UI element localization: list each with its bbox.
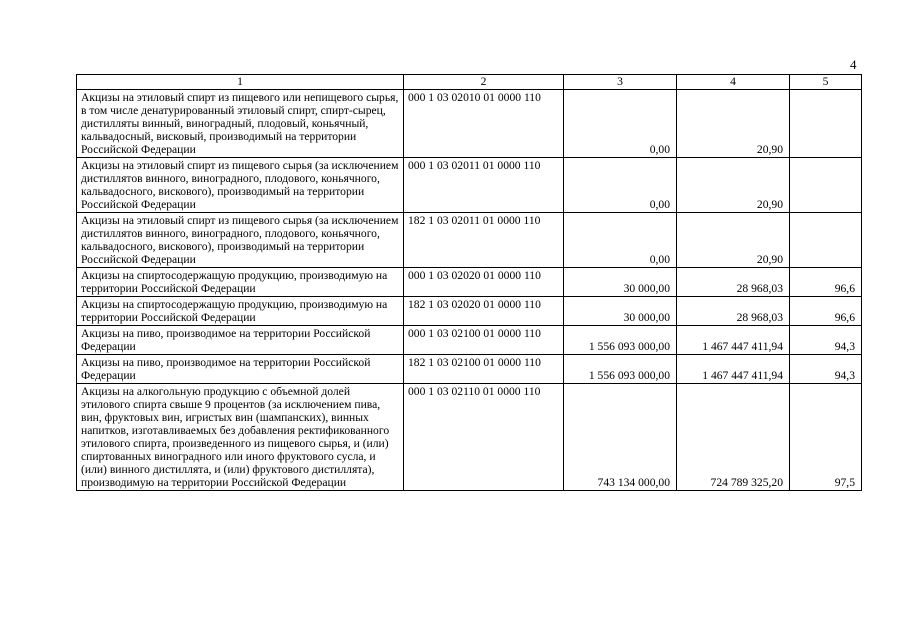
row-plan: 1 556 093 000,00 — [564, 326, 677, 355]
row-code: 182 1 03 02100 01 0000 110 — [404, 355, 564, 384]
row-code: 000 1 03 02011 01 0000 110 — [404, 158, 564, 213]
row-plan: 0,00 — [564, 158, 677, 213]
row-plan: 30 000,00 — [564, 297, 677, 326]
budget-table — [76, 74, 862, 491]
row-fact: 1 467 447 411,94 — [677, 355, 790, 384]
row-percent: 97,5 — [790, 384, 862, 491]
row-percent: 94,3 — [790, 355, 862, 384]
row-fact: 28 968,03 — [677, 268, 790, 297]
table-row — [77, 90, 862, 158]
row-plan: 743 134 000,00 — [564, 384, 677, 491]
table-row — [77, 268, 862, 297]
row-fact: 28 968,03 — [677, 297, 790, 326]
row-name: Акцизы на пиво, производимое на территории Российской Федерации — [77, 326, 404, 355]
row-fact: 20,90 — [677, 158, 790, 213]
row-name: Акцизы на алкогольную продукцию с объемной долей этилового спирта свыше 9 процентов (за исключением пива, вин, фруктовых вин, игристых вин (шампанских), винных напитков, изготавливаемых без добавления ректификованного этилового спирта, произведенного из пищевого сырья, и (или) спиртованных виноградного или иного фруктового сусла, и (или) винного дистиллята, и (или) фруктового дистиллята), производимую на территории Российской Федерации — [77, 384, 404, 491]
header-col-3: 3 — [564, 75, 677, 90]
table-row — [77, 213, 862, 268]
row-code: 182 1 03 02011 01 0000 110 — [404, 213, 564, 268]
row-plan: 0,00 — [564, 90, 677, 158]
row-name: Акцизы на спиртосодержащую продукцию, производимую на территории Российской Федерации — [77, 268, 404, 297]
row-code: 000 1 03 02010 01 0000 110 — [404, 90, 564, 158]
row-percent: 96,6 — [790, 297, 862, 326]
row-code: 000 1 03 02020 01 0000 110 — [404, 268, 564, 297]
row-plan: 1 556 093 000,00 — [564, 355, 677, 384]
row-fact: 724 789 325,20 — [677, 384, 790, 491]
row-fact: 1 467 447 411,94 — [677, 326, 790, 355]
row-code: 000 1 03 02110 01 0000 110 — [404, 384, 564, 491]
header-col-1: 1 — [77, 75, 404, 90]
row-percent: 96,6 — [790, 268, 862, 297]
table-row — [77, 326, 862, 355]
table-row — [77, 158, 862, 213]
table-row — [77, 297, 862, 326]
header-row — [77, 75, 862, 90]
row-name: Акцизы на пиво, производимое на территории Российской Федерации — [77, 355, 404, 384]
row-code: 182 1 03 02020 01 0000 110 — [404, 297, 564, 326]
row-code: 000 1 03 02100 01 0000 110 — [404, 326, 564, 355]
row-percent — [790, 213, 862, 268]
row-name: Акцизы на этиловый спирт из пищевого сырья (за исключением дистиллятов винного, виноградного, плодового, коньячного, кальвадосного, вискового), производимый на территории Российской Федерации — [77, 213, 404, 268]
row-percent — [790, 90, 862, 158]
row-percent: 94,3 — [790, 326, 862, 355]
row-name: Акцизы на этиловый спирт из пищевого или непищевого сырья, в том числе денатурированный этиловый спирт, спирт-сырец, дистилляты винный, виноградный, плодовый, коньячный, кальвадосный, висковый, производимый на территории Российской Федерации — [77, 90, 404, 158]
table-row — [77, 384, 862, 491]
row-percent — [790, 158, 862, 213]
header-col-5: 5 — [790, 75, 862, 90]
page-number: 4 — [850, 57, 857, 72]
table-row — [77, 355, 862, 384]
row-fact: 20,90 — [677, 213, 790, 268]
row-plan: 0,00 — [564, 213, 677, 268]
row-name: Акцизы на спиртосодержащую продукцию, производимую на территории Российской Федерации — [77, 297, 404, 326]
header-col-4: 4 — [677, 75, 790, 90]
row-name: Акцизы на этиловый спирт из пищевого сырья (за исключением дистиллятов винного, виноградного, плодового, коньячного, кальвадосного, вискового), производимый на территории Российской Федерации — [77, 158, 404, 213]
header-col-2: 2 — [404, 75, 564, 90]
row-fact: 20,90 — [677, 90, 790, 158]
row-plan: 30 000,00 — [564, 268, 677, 297]
